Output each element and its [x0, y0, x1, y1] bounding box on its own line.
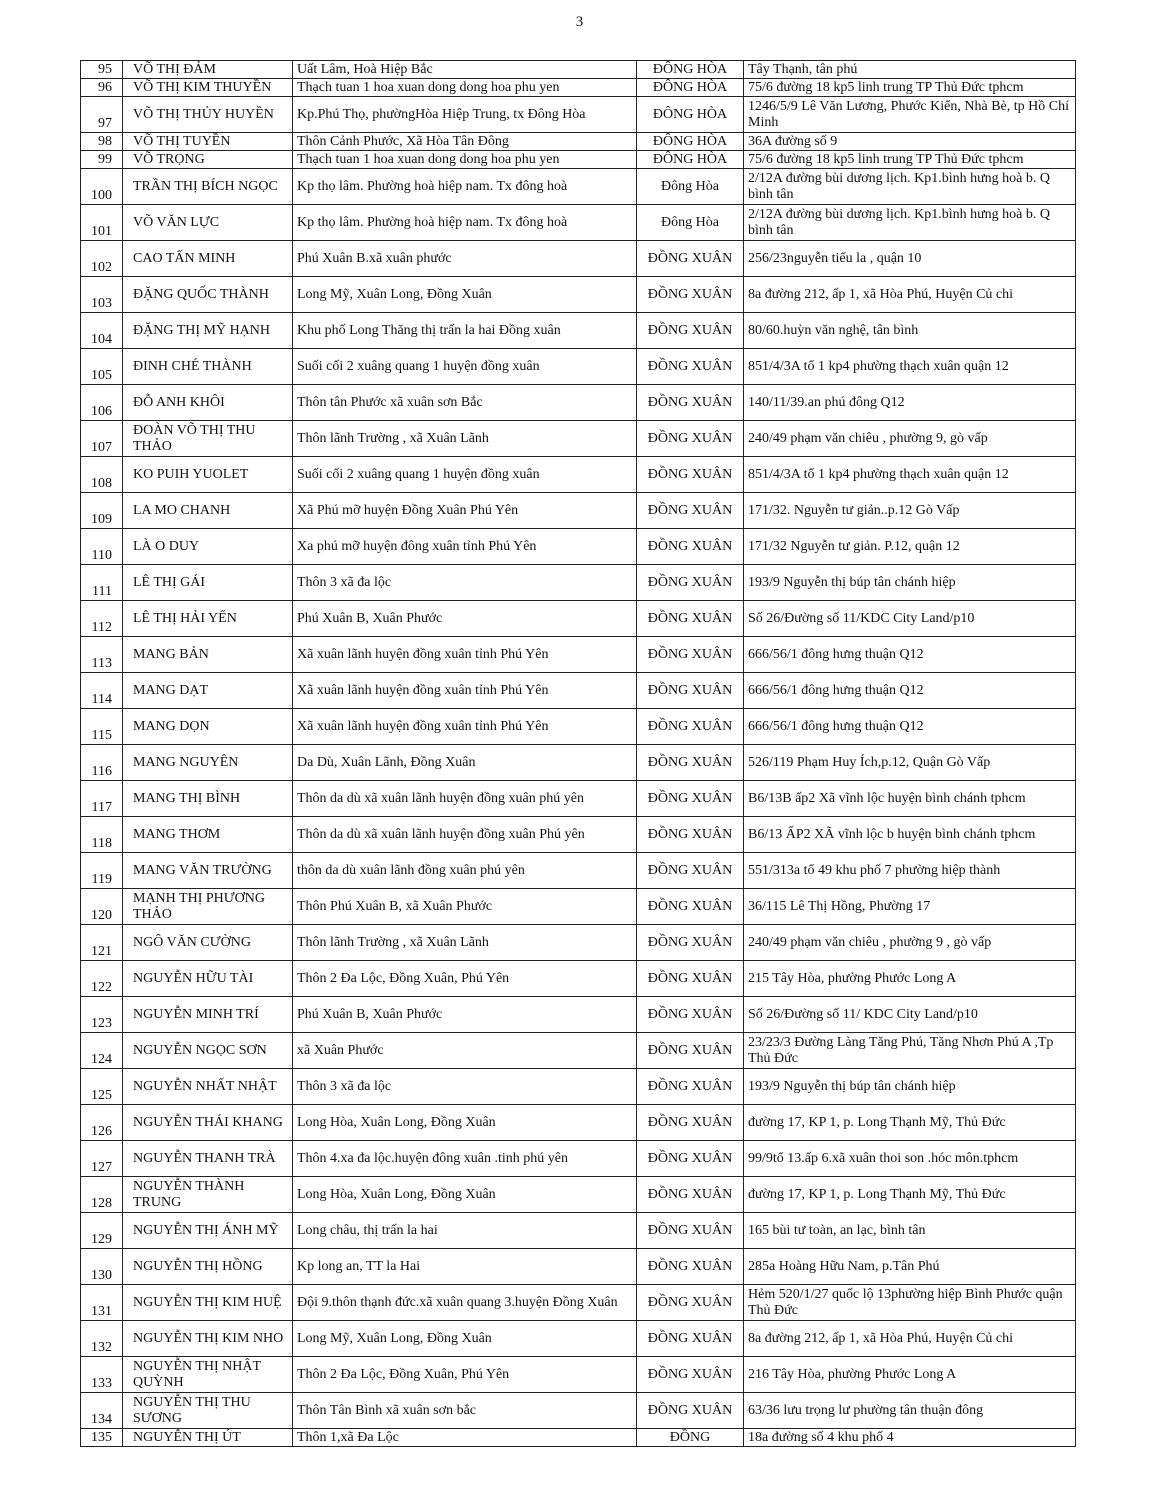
- district-cell: ĐỒNG XUÂN: [637, 1285, 744, 1321]
- district-cell: ĐỒNG XUÂN: [637, 601, 744, 637]
- table-row: [81, 457, 1076, 493]
- table-row: [81, 61, 1076, 79]
- person-name-cell: LÊ THỊ GÁI: [123, 565, 293, 601]
- person-name-cell: LA MO CHANH: [123, 493, 293, 529]
- district-cell: ĐỒNG XUÂN: [637, 421, 744, 457]
- table-row: [81, 1213, 1076, 1249]
- person-name-cell: NGUYỄN THỊ HỒNG: [123, 1249, 293, 1285]
- current-address-cell: 2/12A đường bùi dương lịch. Kp1.bình hưng hoà b. Q bình tân: [744, 205, 1076, 241]
- person-name-cell: VÕ THỊ THỦY HUYỀN: [123, 97, 293, 133]
- current-address-cell: 2/12A đường bùi dương lịch. Kp1.bình hưng hoà b. Q bình tân: [744, 169, 1076, 205]
- current-address-cell: 240/49 phạm văn chiêu , phường 9 , gò vấp: [744, 925, 1076, 961]
- home-address-cell: Xa phú mỡ huyện đông xuân tỉnh Phú Yên: [293, 529, 637, 565]
- district-cell: ĐỒNG XUÂN: [637, 709, 744, 745]
- person-name-cell: LÊ THỊ HẢI YẾN: [123, 601, 293, 637]
- person-name-cell: NGUYỄN THÀNH TRUNG: [123, 1177, 293, 1213]
- district-cell: ĐỒNG XUÂN: [637, 817, 744, 853]
- table-row: [81, 421, 1076, 457]
- home-address-cell: Thôn Phú Xuân B, xã Xuân Phước: [293, 889, 637, 925]
- district-cell: ĐỒNG XUÂN: [637, 349, 744, 385]
- district-cell: ĐỒNG XUÂN: [637, 1213, 744, 1249]
- home-address-cell: Thôn 3 xã đa lộc: [293, 565, 637, 601]
- home-address-cell: xã Xuân Phước: [293, 1033, 637, 1069]
- current-address-cell: 526/119 Phạm Huy Ích,p.12, Quận Gò Vấp: [744, 745, 1076, 781]
- district-cell: ĐỒNG XUÂN: [637, 889, 744, 925]
- current-address-cell: 851/4/3A tổ 1 kp4 phường thạch xuân quận 12: [744, 349, 1076, 385]
- home-address-cell: Kp long an, TT la Hai: [293, 1249, 637, 1285]
- district-cell: ĐỒNG XUÂN: [637, 529, 744, 565]
- home-address-cell: Thôn tân Phước xã xuân sơn Bắc: [293, 385, 637, 421]
- person-name-cell: VÕ VĂN LỰC: [123, 205, 293, 241]
- current-address-cell: đường 17, KP 1, p. Long Thạnh Mỹ, Thủ Đức: [744, 1105, 1076, 1141]
- district-cell: ĐÔNG HÒA: [637, 133, 744, 151]
- table-row: [81, 169, 1076, 205]
- row-number-cell: 108: [81, 457, 123, 493]
- row-number-cell: 101: [81, 205, 123, 241]
- home-address-cell: Thôn 2 Đa Lộc, Đồng Xuân, Phú Yên: [293, 961, 637, 997]
- current-address-cell: 36/115 Lê Thị Hồng, Phường 17: [744, 889, 1076, 925]
- row-number-cell: 98: [81, 133, 123, 151]
- row-number-cell: 95: [81, 61, 123, 79]
- current-address-cell: 1246/5/9 Lê Văn Lương, Phước Kiển, Nhà Bè, tp Hồ Chí Minh: [744, 97, 1076, 133]
- row-number-cell: 135: [81, 1429, 123, 1447]
- current-address-cell: 256/23nguyễn tiểu la , quận 10: [744, 241, 1076, 277]
- district-cell: ĐỒNG XUÂN: [637, 925, 744, 961]
- person-name-cell: NGUYỄN THỊ KIM NHO: [123, 1321, 293, 1357]
- table-row: [81, 133, 1076, 151]
- home-address-cell: Long châu, thị trấn la hai: [293, 1213, 637, 1249]
- home-address-cell: Suối cối 2 xuâng quang 1 huyện đồng xuân: [293, 457, 637, 493]
- row-number-cell: 128: [81, 1177, 123, 1213]
- row-number-cell: 118: [81, 817, 123, 853]
- district-cell: ĐÔNG HÒA: [637, 61, 744, 79]
- home-address-cell: Kp.Phú Thọ, phườngHòa Hiệp Trung, tx Đông Hòa: [293, 97, 637, 133]
- current-address-cell: 171/32 Nguyễn tư giản. P.12, quận 12: [744, 529, 1076, 565]
- district-cell: ĐỒNG XUÂN: [637, 637, 744, 673]
- person-name-cell: NGÔ VĂN CƯỜNG: [123, 925, 293, 961]
- district-cell: ĐỒNG XUÂN: [637, 673, 744, 709]
- current-address-cell: 851/4/3A tổ 1 kp4 phường thạch xuân quận 12: [744, 457, 1076, 493]
- home-address-cell: Thôn 2 Đa Lộc, Đồng Xuân, Phú Yên: [293, 1357, 637, 1393]
- home-address-cell: Kp thọ lâm. Phường hoà hiệp nam. Tx đông hoà: [293, 205, 637, 241]
- person-name-cell: KO PUIH YUOLET: [123, 457, 293, 493]
- table-row: [81, 349, 1076, 385]
- district-cell: ĐÔNG HÒA: [637, 151, 744, 169]
- home-address-cell: Xã Phú mỡ huyện Đồng Xuân Phú Yên: [293, 493, 637, 529]
- row-number-cell: 127: [81, 1141, 123, 1177]
- district-cell: ĐỒNG XUÂN: [637, 385, 744, 421]
- roster-body: [81, 61, 1076, 1447]
- table-row: [81, 601, 1076, 637]
- table-row: [81, 565, 1076, 601]
- district-cell: ĐỒNG XUÂN: [637, 997, 744, 1033]
- district-cell: ĐÔNG HÒA: [637, 79, 744, 97]
- row-number-cell: 134: [81, 1393, 123, 1429]
- person-name-cell: MANG DỌN: [123, 709, 293, 745]
- row-number-cell: 133: [81, 1357, 123, 1393]
- current-address-cell: 171/32. Nguyễn tư giản..p.12 Gò Vấp: [744, 493, 1076, 529]
- district-cell: ĐỒNG XUÂN: [637, 745, 744, 781]
- current-address-cell: 23/23/3 Đường Làng Tăng Phú, Tăng Nhơn Phú A ,Tp Thủ Đức: [744, 1033, 1076, 1069]
- home-address-cell: Thạch tuan 1 hoa xuan dong dong hoa phu yen: [293, 151, 637, 169]
- person-name-cell: VÕ THỊ ĐẢM: [123, 61, 293, 79]
- row-number-cell: 102: [81, 241, 123, 277]
- current-address-cell: 551/313a tổ 49 khu phố 7 phường hiệp thành: [744, 853, 1076, 889]
- person-name-cell: NGUYỄN HỮU TÀI: [123, 961, 293, 997]
- row-number-cell: 109: [81, 493, 123, 529]
- current-address-cell: đường 17, KP 1, p. Long Thạnh Mỹ, Thủ Đức: [744, 1177, 1076, 1213]
- table-row: [81, 889, 1076, 925]
- row-number-cell: 110: [81, 529, 123, 565]
- row-number-cell: 131: [81, 1285, 123, 1321]
- district-cell: ĐỒNG XUÂN: [637, 1141, 744, 1177]
- home-address-cell: Thôn 3 xã đa lộc: [293, 1069, 637, 1105]
- person-name-cell: MẠNH THỊ PHƯƠNG THẢO: [123, 889, 293, 925]
- table-row: [81, 745, 1076, 781]
- home-address-cell: Phú Xuân B, Xuân Phước: [293, 601, 637, 637]
- home-address-cell: Thôn Tân Bình xã xuân sơn bắc: [293, 1393, 637, 1429]
- district-cell: ĐỒNG XUÂN: [637, 1249, 744, 1285]
- home-address-cell: Phú Xuân B.xã xuân phước: [293, 241, 637, 277]
- table-row: [81, 709, 1076, 745]
- person-name-cell: NGUYỄN THỊ ÚT: [123, 1429, 293, 1447]
- table-row: [81, 997, 1076, 1033]
- district-cell: ĐỒNG: [637, 1429, 744, 1447]
- district-cell: ĐỒNG XUÂN: [637, 1033, 744, 1069]
- person-name-cell: NGUYỄN THỊ NHẬT QUỲNH: [123, 1357, 293, 1393]
- district-cell: ĐỒNG XUÂN: [637, 961, 744, 997]
- table-row: [81, 1141, 1076, 1177]
- person-name-cell: MANG DẠT: [123, 673, 293, 709]
- row-number-cell: 105: [81, 349, 123, 385]
- person-name-cell: ĐẶNG QUỐC THÀNH: [123, 277, 293, 313]
- district-cell: ĐỒNG XUÂN: [637, 1069, 744, 1105]
- table-row: [81, 529, 1076, 565]
- home-address-cell: Xã xuân lãnh huyện đồng xuân tỉnh Phú Yên: [293, 673, 637, 709]
- table-row: [81, 241, 1076, 277]
- person-name-cell: NGUYỄN THỊ KIM HUỆ: [123, 1285, 293, 1321]
- page-number: 3: [575, 14, 584, 30]
- district-cell: ĐÔNG HÒA: [637, 97, 744, 133]
- row-number-cell: 129: [81, 1213, 123, 1249]
- home-address-cell: Thôn da dù xã xuân lãnh huyện đồng xuân Phú yên: [293, 817, 637, 853]
- current-address-cell: 216 Tây Hòa, phường Phước Long A: [744, 1357, 1076, 1393]
- row-number-cell: 112: [81, 601, 123, 637]
- district-cell: ĐỒNG XUÂN: [637, 457, 744, 493]
- district-cell: Đông Hòa: [637, 205, 744, 241]
- district-cell: ĐỒNG XUÂN: [637, 1105, 744, 1141]
- home-address-cell: Thôn Cảnh Phước, Xã Hòa Tân Đông: [293, 133, 637, 151]
- current-address-cell: 215 Tây Hòa, phường Phước Long A: [744, 961, 1076, 997]
- table-row: [81, 1393, 1076, 1429]
- home-address-cell: Xã xuân lãnh huyện đồng xuân tỉnh Phú Yên: [293, 637, 637, 673]
- current-address-cell: 285a Hoàng Hữu Nam, p.Tân Phú: [744, 1249, 1076, 1285]
- district-cell: Đông Hòa: [637, 169, 744, 205]
- row-number-cell: 117: [81, 781, 123, 817]
- row-number-cell: 104: [81, 313, 123, 349]
- district-cell: ĐỒNG XUÂN: [637, 853, 744, 889]
- person-name-cell: NGUYỄN THỊ ÁNH MỸ: [123, 1213, 293, 1249]
- table-row: [81, 1321, 1076, 1357]
- person-name-cell: ĐẶNG THỊ MỸ HẠNH: [123, 313, 293, 349]
- home-address-cell: Thạch tuan 1 hoa xuan dong dong hoa phu yen: [293, 79, 637, 97]
- home-address-cell: Long Mỹ, Xuân Long, Đồng Xuân: [293, 1321, 637, 1357]
- person-name-cell: ĐỖ ANH KHÔI: [123, 385, 293, 421]
- current-address-cell: 666/56/1 đông hưng thuận Q12: [744, 709, 1076, 745]
- table-row: [81, 151, 1076, 169]
- current-address-cell: Hẻm 520/1/27 quốc lộ 13phường hiệp Bình Phước quận Thủ Đức: [744, 1285, 1076, 1321]
- row-number-cell: 121: [81, 925, 123, 961]
- table-row: [81, 385, 1076, 421]
- home-address-cell: Phú Xuân B, Xuân Phước: [293, 997, 637, 1033]
- current-address-cell: 63/36 lưu trọng lư phường tân thuận đông: [744, 1393, 1076, 1429]
- row-number-cell: 114: [81, 673, 123, 709]
- row-number-cell: 107: [81, 421, 123, 457]
- current-address-cell: 666/56/1 đông hưng thuận Q12: [744, 673, 1076, 709]
- current-address-cell: B6/13 ẤP2 XÃ vĩnh lộc b huyện bình chánh tphcm: [744, 817, 1076, 853]
- home-address-cell: Thôn 4.xa đa lộc.huyện đông xuân .tinh phú yên: [293, 1141, 637, 1177]
- person-name-cell: VÕ THỊ TUYỀN: [123, 133, 293, 151]
- district-cell: ĐỒNG XUÂN: [637, 565, 744, 601]
- home-address-cell: Da Dù, Xuân Lãnh, Đồng Xuân: [293, 745, 637, 781]
- district-cell: ĐỒNG XUÂN: [637, 241, 744, 277]
- district-cell: ĐỒNG XUÂN: [637, 1393, 744, 1429]
- row-number-cell: 97: [81, 97, 123, 133]
- person-name-cell: MANG THỊ BÌNH: [123, 781, 293, 817]
- table-row: [81, 817, 1076, 853]
- person-name-cell: MANG THƠM: [123, 817, 293, 853]
- home-address-cell: Thôn 1,xã Đa Lộc: [293, 1429, 637, 1447]
- current-address-cell: 8a đường 212, ấp 1, xã Hòa Phú, Huyện Củ chi: [744, 277, 1076, 313]
- district-cell: ĐỒNG XUÂN: [637, 1321, 744, 1357]
- table-row: [81, 1249, 1076, 1285]
- person-name-cell: VÕ TRỌNG: [123, 151, 293, 169]
- table-row: [81, 781, 1076, 817]
- current-address-cell: 75/6 đường 18 kp5 linh trung TP Thủ Đức tphcm: [744, 151, 1076, 169]
- table-row: [81, 1285, 1076, 1321]
- table-row: [81, 1429, 1076, 1447]
- home-address-cell: Đội 9.thôn thạnh đức.xã xuân quang 3.huyện Đồng Xuân: [293, 1285, 637, 1321]
- roster-table: [80, 60, 1076, 1447]
- person-name-cell: ĐOÀN VÕ THỊ THU THẢO: [123, 421, 293, 457]
- person-name-cell: LÀ O DUY: [123, 529, 293, 565]
- row-number-cell: 100: [81, 169, 123, 205]
- home-address-cell: Long Mỹ, Xuân Long, Đồng Xuân: [293, 277, 637, 313]
- home-address-cell: Khu phố Long Thăng thị trấn la hai Đồng xuân: [293, 313, 637, 349]
- table-row: [81, 277, 1076, 313]
- district-cell: ĐỒNG XUÂN: [637, 277, 744, 313]
- person-name-cell: MANG BẢN: [123, 637, 293, 673]
- table-row: [81, 673, 1076, 709]
- row-number-cell: 120: [81, 889, 123, 925]
- row-number-cell: 106: [81, 385, 123, 421]
- row-number-cell: 111: [81, 565, 123, 601]
- table-row: [81, 313, 1076, 349]
- person-name-cell: NGUYỄN NGỌC SƠN: [123, 1033, 293, 1069]
- home-address-cell: Thôn lãnh Trường , xã Xuân Lãnh: [293, 925, 637, 961]
- table-row: [81, 1069, 1076, 1105]
- table-row: [81, 1357, 1076, 1393]
- current-address-cell: Số 26/Đường số 11/KDC City Land/p10: [744, 601, 1076, 637]
- row-number-cell: 116: [81, 745, 123, 781]
- district-cell: ĐỒNG XUÂN: [637, 313, 744, 349]
- district-cell: ĐỒNG XUÂN: [637, 1357, 744, 1393]
- row-number-cell: 123: [81, 997, 123, 1033]
- person-name-cell: NGUYỄN THANH TRÀ: [123, 1141, 293, 1177]
- current-address-cell: 75/6 đường 18 kp5 linh trung TP Thủ Đức tphcm: [744, 79, 1076, 97]
- table-row: [81, 853, 1076, 889]
- district-cell: ĐỒNG XUÂN: [637, 1177, 744, 1213]
- row-number-cell: 115: [81, 709, 123, 745]
- person-name-cell: MANG NGUYÊN: [123, 745, 293, 781]
- current-address-cell: 666/56/1 đông hưng thuận Q12: [744, 637, 1076, 673]
- person-name-cell: CAO TẤN MINH: [123, 241, 293, 277]
- home-address-cell: Suối cối 2 xuâng quang 1 huyện đồng xuân: [293, 349, 637, 385]
- current-address-cell: 8a đường 212, ấp 1, xã Hòa Phú, Huyện Củ chi: [744, 1321, 1076, 1357]
- current-address-cell: 193/9 Nguyễn thị búp tân chánh hiệp: [744, 565, 1076, 601]
- current-address-cell: Số 26/Đường số 11/ KDC City Land/p10: [744, 997, 1076, 1033]
- current-address-cell: 165 bùi tư toàn, an lạc, bình tân: [744, 1213, 1076, 1249]
- current-address-cell: B6/13B ấp2 Xã vĩnh lộc huyện bình chánh tphcm: [744, 781, 1076, 817]
- table-row: [81, 205, 1076, 241]
- current-address-cell: 36A đường số 9: [744, 133, 1076, 151]
- row-number-cell: 119: [81, 853, 123, 889]
- person-name-cell: NGUYỄN THÁI KHANG: [123, 1105, 293, 1141]
- current-address-cell: 99/9tổ 13.ấp 6.xã xuân thoi son .hóc môn.tphcm: [744, 1141, 1076, 1177]
- current-address-cell: 18a đường số 4 khu phố 4: [744, 1429, 1076, 1447]
- home-address-cell: Long Hòa, Xuân Long, Đồng Xuân: [293, 1105, 637, 1141]
- district-cell: ĐỒNG XUÂN: [637, 781, 744, 817]
- row-number-cell: 124: [81, 1033, 123, 1069]
- current-address-cell: 140/11/39.an phú đông Q12: [744, 385, 1076, 421]
- table-row: [81, 925, 1076, 961]
- table-row: [81, 79, 1076, 97]
- home-address-cell: Long Hòa, Xuân Long, Đồng Xuân: [293, 1177, 637, 1213]
- person-name-cell: NGUYỄN THỊ THU SƯƠNG: [123, 1393, 293, 1429]
- row-number-cell: 132: [81, 1321, 123, 1357]
- table-row: [81, 493, 1076, 529]
- person-name-cell: VÕ THỊ KIM THUYỀN: [123, 79, 293, 97]
- table-row: [81, 1033, 1076, 1069]
- person-name-cell: TRẦN THỊ BÍCH NGỌC: [123, 169, 293, 205]
- current-address-cell: Tây Thạnh, tân phú: [744, 61, 1076, 79]
- person-name-cell: NGUYỄN NHẤT NHẬT: [123, 1069, 293, 1105]
- table-row: [81, 637, 1076, 673]
- table-row: [81, 961, 1076, 997]
- row-number-cell: 130: [81, 1249, 123, 1285]
- home-address-cell: Thôn da dù xã xuân lãnh huyện đồng xuân phú yên: [293, 781, 637, 817]
- home-address-cell: Uất Lâm, Hoà Hiệp Bắc: [293, 61, 637, 79]
- table-row: [81, 1105, 1076, 1141]
- table-row: [81, 1177, 1076, 1213]
- current-address-cell: 240/49 phạm văn chiêu , phường 9, gò vấp: [744, 421, 1076, 457]
- row-number-cell: 113: [81, 637, 123, 673]
- current-address-cell: 193/9 Nguyễn thị búp tân chánh hiệp: [744, 1069, 1076, 1105]
- home-address-cell: thôn da dù xuân lãnh đồng xuân phú yên: [293, 853, 637, 889]
- table-row: [81, 97, 1076, 133]
- district-cell: ĐỒNG XUÂN: [637, 493, 744, 529]
- person-name-cell: NGUYỄN MINH TRÍ: [123, 997, 293, 1033]
- home-address-cell: Thôn lãnh Trường , xã Xuân Lãnh: [293, 421, 637, 457]
- row-number-cell: 103: [81, 277, 123, 313]
- person-name-cell: ĐINH CHÉ THÀNH: [123, 349, 293, 385]
- home-address-cell: Kp thọ lâm. Phường hoà hiệp nam. Tx đông hoà: [293, 169, 637, 205]
- person-name-cell: MANG VĂN TRƯỜNG: [123, 853, 293, 889]
- home-address-cell: Xã xuân lãnh huyện đồng xuân tỉnh Phú Yên: [293, 709, 637, 745]
- row-number-cell: 126: [81, 1105, 123, 1141]
- row-number-cell: 122: [81, 961, 123, 997]
- row-number-cell: 96: [81, 79, 123, 97]
- row-number-cell: 125: [81, 1069, 123, 1105]
- row-number-cell: 99: [81, 151, 123, 169]
- current-address-cell: 80/60.huỳn văn nghệ, tân bình: [744, 313, 1076, 349]
